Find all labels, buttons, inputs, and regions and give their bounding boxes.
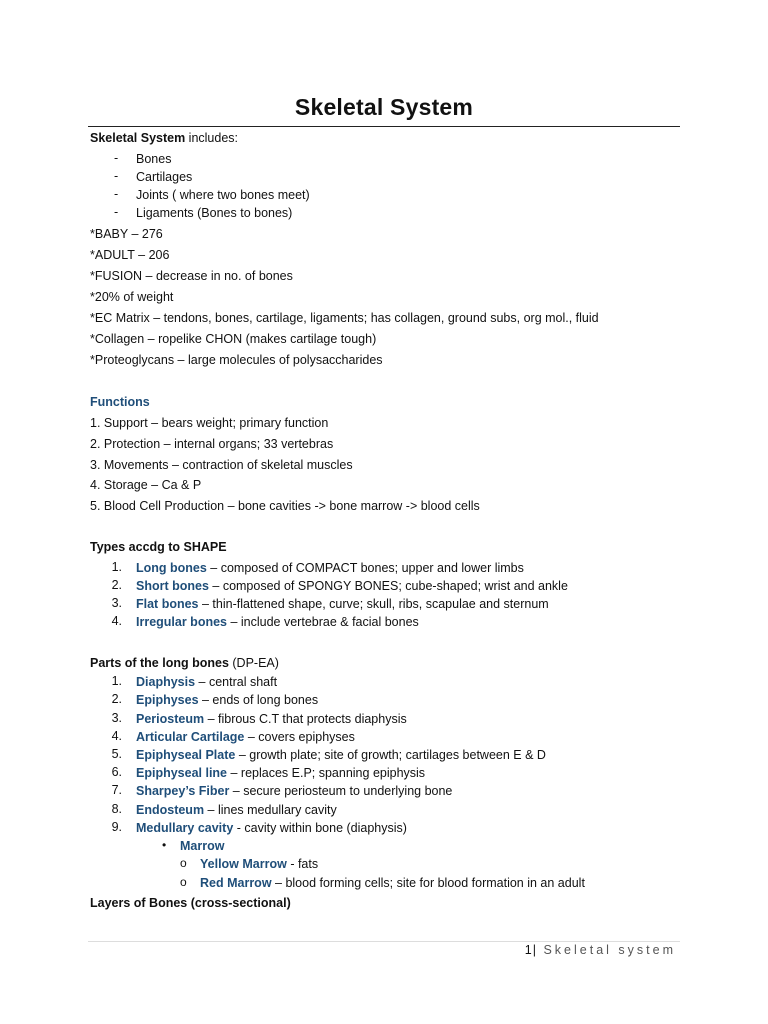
marrow-subdesc: - fats — [286, 857, 319, 871]
parts-desc: – covers epiphyses — [244, 730, 355, 744]
parts-heading-suffix: (DP-EA) — [228, 656, 279, 670]
function-item: 4. Storage – Ca & P — [90, 478, 202, 492]
parts-term: Diaphysis — [136, 675, 196, 689]
marrow-term: Marrow — [180, 839, 225, 853]
parts-term: Epiphyseal Plate — [136, 748, 236, 762]
shape-item — [136, 596, 549, 612]
shape-term: Flat bones — [136, 597, 199, 611]
list-number: 1. — [111, 560, 122, 574]
function-item: 3. Movements – contraction of skeletal muscles — [90, 458, 353, 472]
marrow-subterm: Red Marrow — [200, 876, 272, 890]
parts-desc: – secure periosteum to underlying bone — [229, 784, 453, 798]
list-number: 5. — [111, 747, 122, 761]
parts-item — [136, 711, 407, 727]
dash-bullet: - — [114, 187, 119, 201]
list-number: 4. — [111, 729, 122, 743]
intro-item: Bones — [136, 152, 172, 166]
shape-term: Long bones — [136, 561, 207, 575]
intro-suffix: includes: — [185, 131, 239, 145]
list-number: 1. — [111, 674, 122, 688]
parts-term: Epiphyses — [136, 693, 199, 707]
parts-desc: – lines medullary cavity — [204, 803, 337, 817]
bullet-dot: • — [162, 838, 167, 852]
list-number: 9. — [111, 820, 122, 834]
intro-item: Ligaments (Bones to bones) — [136, 206, 293, 220]
shape-desc: – composed of SPONGY BONES; cube-shaped; wrist and ankle — [208, 579, 568, 593]
page-title: Skeletal System — [294, 94, 474, 120]
list-number: 8. — [111, 802, 122, 816]
page-footer — [525, 943, 676, 957]
note-line: *Collagen – ropelike CHON (makes cartilage tough) — [90, 332, 377, 346]
list-number: 7. — [111, 783, 122, 797]
note-line: *EC Matrix – tendons, bones, cartilage, ligaments; has collagen, ground subs, org mol., fluid — [90, 311, 599, 325]
parts-item — [136, 674, 277, 690]
parts-item — [136, 729, 355, 745]
parts-term: Endosteum — [136, 803, 205, 817]
parts-item — [136, 802, 337, 818]
note-line: *20% of weight — [90, 290, 174, 304]
parts-term: Medullary cavity — [136, 821, 234, 835]
dash-bullet: - — [114, 151, 119, 165]
shape-term: Irregular bones — [136, 615, 227, 629]
page-number: 1 — [524, 943, 533, 957]
list-number: 6. — [111, 765, 122, 779]
list-number: 3. — [111, 711, 122, 725]
parts-desc: - cavity within bone (diaphysis) — [233, 821, 407, 835]
parts-heading: Parts of the long bones — [90, 656, 229, 670]
intro-label: Skeletal System — [90, 131, 186, 145]
parts-item — [136, 820, 407, 836]
shape-item — [136, 560, 524, 576]
layers-heading: Layers of Bones (cross-sectional) — [90, 896, 291, 910]
parts-term: Periosteum — [136, 712, 205, 726]
note-line: *BABY – 276 — [90, 227, 163, 241]
list-number: 3. — [111, 596, 122, 610]
shape-desc: – composed of COMPACT bones; upper and lower limbs — [206, 561, 524, 575]
shape-term: Short bones — [136, 579, 209, 593]
parts-item — [136, 765, 425, 781]
shape-desc: – include vertebrae & facial bones — [227, 615, 419, 629]
functions-heading: Functions — [90, 395, 150, 409]
dash-bullet: - — [114, 205, 119, 219]
shape-item — [136, 614, 419, 630]
function-item: 1. Support – bears weight; primary function — [90, 416, 329, 430]
note-line: *Proteoglycans – large molecules of polysaccharides — [90, 353, 383, 367]
parts-item — [136, 692, 318, 708]
note-line: *ADULT – 206 — [90, 248, 170, 262]
list-number: 2. — [111, 578, 122, 592]
list-number: 2. — [111, 692, 122, 706]
dash-bullet: - — [114, 169, 119, 183]
intro-item: Joints ( where two bones meet) — [136, 188, 310, 202]
bullet-circle: o — [180, 856, 187, 870]
shape-item — [136, 578, 568, 594]
list-number: 4. — [111, 614, 122, 628]
parts-heading-line — [90, 655, 279, 671]
parts-desc: – replaces E.P; spanning epiphysis — [227, 766, 426, 780]
title-rule — [88, 126, 680, 127]
parts-term: Articular Cartilage — [136, 730, 245, 744]
shape-desc: – thin-flattened shape, curve; skull, ribs, scapulae and sternum — [198, 597, 549, 611]
shape-heading: Types accdg to SHAPE — [90, 540, 227, 554]
parts-desc: – ends of long bones — [198, 693, 319, 707]
parts-term: Sharpey’s Fiber — [136, 784, 230, 798]
intro-line — [90, 130, 238, 146]
footer-section: Skeletal system — [543, 943, 676, 957]
function-item: 2. Protection – internal organs; 33 vertebras — [90, 437, 334, 451]
parts-desc: – central shaft — [195, 675, 278, 689]
parts-item — [136, 747, 546, 763]
intro-item: Cartilages — [136, 170, 193, 184]
parts-desc: – growth plate; site of growth; cartilages between E & D — [235, 748, 546, 762]
parts-desc: – fibrous C.T that protects diaphysis — [204, 712, 407, 726]
bullet-circle: o — [180, 875, 187, 889]
note-line: *FUSION – decrease in no. of bones — [90, 269, 293, 283]
marrow-subdesc: – blood forming cells; site for blood formation in an adult — [271, 876, 585, 890]
parts-item — [136, 783, 452, 799]
parts-term: Epiphyseal line — [136, 766, 228, 780]
marrow-subterm: Yellow Marrow — [200, 857, 287, 871]
marrow-subitem — [200, 875, 585, 891]
footer-rule — [88, 941, 680, 942]
function-item: 5. Blood Cell Production – bone cavities -> bone marrow -> blood cells — [90, 499, 480, 513]
footer-separator: | — [532, 943, 537, 957]
marrow-subitem — [200, 856, 318, 872]
